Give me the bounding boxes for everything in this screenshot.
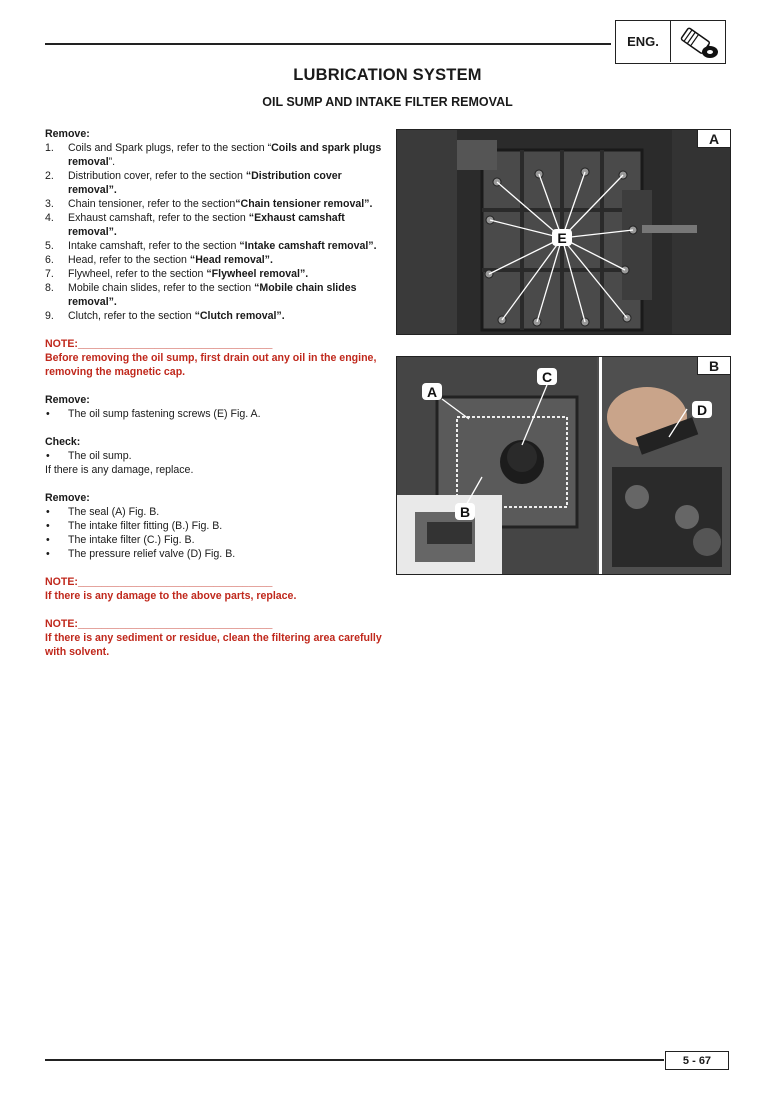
removal-steps-list bbox=[45, 141, 385, 323]
check-heading: Check: bbox=[45, 436, 81, 448]
list-item: 6. Head, refer to the section “Head removal”. bbox=[45, 254, 273, 266]
figure-a-oil-sump-photo bbox=[396, 129, 731, 335]
procedure-text bbox=[45, 127, 385, 659]
list-item: 5. Intake camshaft, refer to the section “Intake camshaft removal”. bbox=[45, 240, 377, 252]
note-heading: NOTE:_________________________________ bbox=[45, 576, 273, 588]
remove-heading: Remove: bbox=[45, 394, 90, 406]
callout-c: C bbox=[537, 368, 557, 385]
section-tag: ENG. bbox=[616, 21, 671, 62]
list-item: 1. Coils and Spark plugs, refer to the section “Coils and spark plugs removal”. bbox=[45, 142, 382, 168]
list-item: 7. Flywheel, refer to the section “Flywheel removal”. bbox=[45, 268, 309, 280]
list-item: 9. Clutch, refer to the section “Clutch removal”. bbox=[45, 310, 285, 322]
remove-heading: Remove: bbox=[45, 492, 90, 504]
footer-rule bbox=[45, 1059, 664, 1061]
note-text: If there is any sediment or residue, clean the filtering area carefully with solvent. bbox=[45, 632, 382, 658]
header-rule bbox=[45, 43, 611, 45]
list-item: 4. Exhaust camshaft, refer to the section “Exhaust camshaft removal”. bbox=[45, 212, 345, 238]
callout-b: B bbox=[455, 503, 475, 520]
section-tag-box bbox=[615, 20, 726, 64]
page-subtitle: OIL SUMP AND INTAKE FILTER REMOVAL bbox=[262, 95, 513, 109]
callout-e: E bbox=[552, 229, 572, 246]
list-item: • The oil sump. bbox=[46, 450, 132, 462]
list-item: 8. Mobile chain slides, refer to the section “Mobile chain slides removal”. bbox=[45, 282, 357, 308]
figure-b-filter-photo bbox=[396, 356, 731, 575]
list-item: • The pressure relief valve (D) Fig. B. bbox=[46, 548, 236, 560]
note-text: Before removing the oil sump, first drain out any oil in the engine, removing the magnetic cap. bbox=[45, 352, 377, 378]
list-item: • The oil sump fastening screws (E) Fig. A. bbox=[46, 408, 261, 420]
figure-b-label: B bbox=[697, 357, 730, 375]
check-followup: If there is any damage, replace. bbox=[45, 464, 194, 476]
page-title: LUBRICATION SYSTEM bbox=[293, 66, 482, 84]
bullet-list bbox=[45, 505, 385, 561]
callout-a: A bbox=[422, 383, 442, 400]
list-item: • The intake filter fitting (B.) Fig. B. bbox=[46, 520, 223, 532]
remove-heading: Remove: bbox=[45, 128, 90, 140]
list-item: • The seal (A) Fig. B. bbox=[46, 506, 160, 518]
page-number: 5 - 67 bbox=[665, 1051, 729, 1070]
note-text: If there is any damage to the above parts, replace. bbox=[45, 590, 297, 602]
list-item: 3. Chain tensioner, refer to the section“Chain tensioner removal”. bbox=[45, 198, 373, 210]
bullet-list bbox=[45, 449, 385, 463]
intake-filter-illustration bbox=[397, 357, 731, 575]
figure-a-label: A bbox=[697, 130, 730, 148]
callout-d: D bbox=[692, 401, 712, 418]
note-heading: NOTE:_________________________________ bbox=[45, 618, 273, 630]
bullet-list bbox=[45, 407, 385, 421]
engine-piston-icon bbox=[672, 23, 724, 61]
list-item: 2. Distribution cover, refer to the section “Distribution cover removal”. bbox=[45, 170, 342, 196]
list-item: • The intake filter (C.) Fig. B. bbox=[46, 534, 195, 546]
note-heading: NOTE:_________________________________ bbox=[45, 338, 273, 350]
